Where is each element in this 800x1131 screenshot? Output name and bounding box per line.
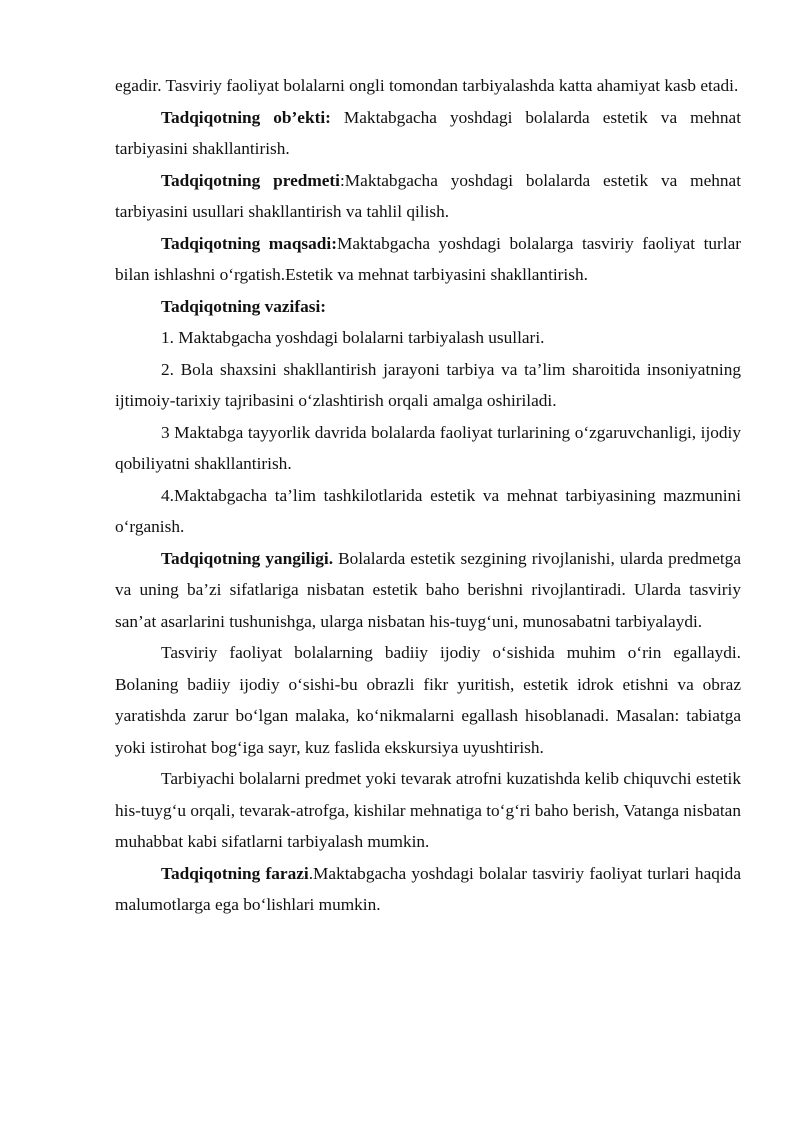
document-page xyxy=(115,70,741,921)
research-subject-heading: Tadqiqotning predmeti xyxy=(161,170,340,190)
paragraph-text: Tasviriy faoliyat bolalarning badiiy ijodiy o‘sishida muhim o‘rin egallaydi. Bolaning badiiy ijodiy o‘sishi-bu obrazli fikr yuritish, estetik idrok etishni va obraz yaratishda zarur bo‘lgan malaka, ko‘nikmalarni egallash hisoblanadi. Masalan: tabiatga yoki istirohat bog‘iga sayr, kuz faslida ekskursiya uyushtirish. xyxy=(115,643,741,757)
task-item-text: 3 Maktabga tayyorlik davrida bolalarda faoliyat turlarining o‘zgaruvchanligi, ijodiy qobiliyatni shakllantirish. xyxy=(115,422,741,473)
paragraph-body xyxy=(115,763,741,858)
paragraph-research-hypothesis xyxy=(115,858,741,921)
research-novelty-text: Bolalarda estetik sezgining rivojlanishi, ularda predmetga va uning ba’zi sifatlariga nisbatan estetik baho berishni rivojlantiradi. Ularda tasviriy san’at asarlarini tushunishga, ularga nisbatan his-tuyg‘uni, munosabatni tarbiyalaydi. xyxy=(115,548,741,631)
task-item-text: 4.Maktabgacha ta’lim tashkilotlarida estetik va mehnat tarbiyasining mazmunini o‘rganish. xyxy=(115,485,741,536)
paragraph-text: egadir. Tasviriy faoliyat bolalarni ongli tomondan tarbiyalashda katta ahamiyat kasb etadi. xyxy=(115,76,739,95)
research-object-heading: Tadqiqotning ob’ekti: xyxy=(161,107,331,127)
task-item-text: 1. Maktabgacha yoshdagi bolalarni tarbiyalash usullari. xyxy=(161,328,545,347)
research-novelty-heading: Tadqiqotning yangiligi. xyxy=(161,548,334,568)
paragraph-research-tasks xyxy=(115,291,741,323)
task-item-2 xyxy=(115,354,741,417)
research-hypothesis-heading: Tadqiqotning farazi xyxy=(161,863,309,883)
paragraph-research-novelty xyxy=(115,543,741,638)
paragraph-intro-continuation xyxy=(115,70,741,102)
research-goal-heading: Tadqiqotning maqsadi: xyxy=(161,233,337,253)
task-item-text: 2. Bola shaxsini shakllantirish jarayoni tarbiya va ta’lim sharoitida insoniyatning ijtimoiy-tarixiy tajribasini o‘zlashtirish orqali amalga oshiriladi. xyxy=(115,359,741,410)
research-hypothesis-text: .Maktabgacha yoshdagi bolalar tasviriy faoliyat turlari haqida malumotlarga ega bo‘lishlari mumkin. xyxy=(115,863,741,914)
research-object-text: Maktabgacha yoshdagi bolalarda estetik va mehnat tarbiyasini shakllantirish. xyxy=(115,107,741,158)
research-goal-text: Maktabgacha yoshdagi bolalarga tasviriy faoliyat turlar bilan ishlashni o‘rgatish.Estetik va mehnat tarbiyasini shakllantirish. xyxy=(115,233,741,284)
task-item-3 xyxy=(115,417,741,480)
research-tasks-heading: Tadqiqotning vazifasi: xyxy=(161,296,327,316)
paragraph-research-goal xyxy=(115,228,741,291)
paragraph-body xyxy=(115,637,741,763)
research-subject-text: :Maktabgacha yoshdagi bolalarda estetik va mehnat tarbiyasini usullari shakllantirish va tahlil qilish. xyxy=(115,170,741,221)
task-item-4 xyxy=(115,480,741,543)
paragraph-research-object xyxy=(115,102,741,165)
paragraph-research-subject xyxy=(115,165,741,228)
task-item-1 xyxy=(115,322,741,354)
paragraph-text: Tarbiyachi bolalarni predmet yoki tevarak atrofni kuzatishda kelib chiquvchi estetik his-tuyg‘u orqali, tevarak-atrofga, kishilar mehnatiga to‘g‘ri baho berish, Vatanga nisbatan muhabbat kabi sifatlarni tarbiyalash mumkin. xyxy=(115,769,741,851)
